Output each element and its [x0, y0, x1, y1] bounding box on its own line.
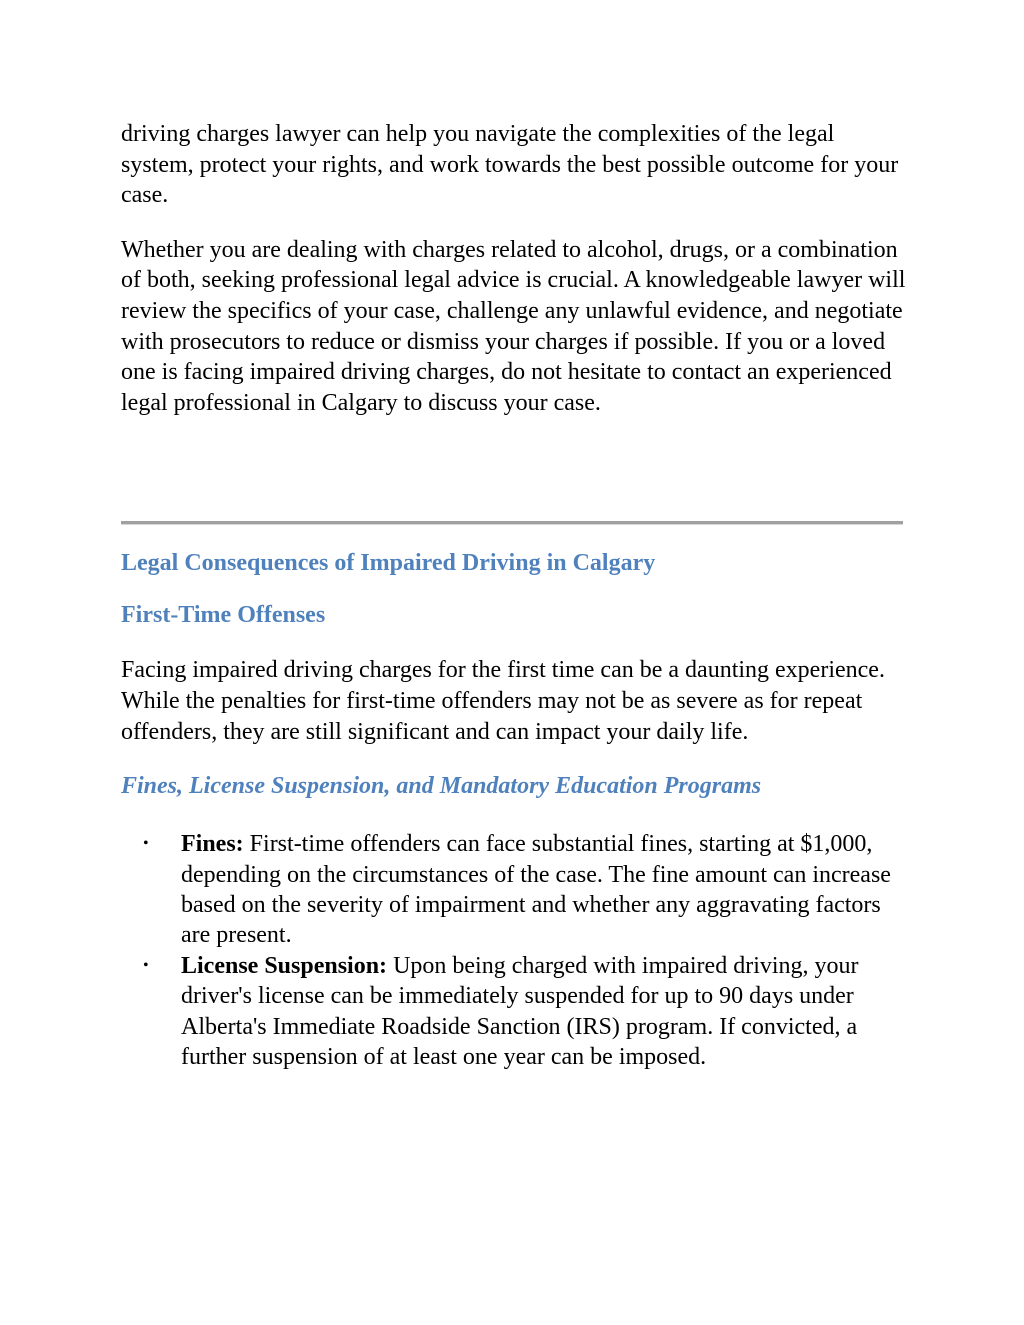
bullet-icon: •: [143, 956, 149, 974]
legal-advice-paragraph: Whether you are dealing with charges related to alcohol, drugs, or a combination of both, seeking professional legal advice is crucial. A knowledgeable lawyer will review the specifics of your case, challenge any unlawful evidence, and negotiate with prosecutors to reduce or dismiss your charges if possible. If you or a loved one is facing impaired driving charges, do not hesitate to contact an experienced legal professional in Calgary to discuss your case.: [121, 236, 906, 416]
document-page: [121, 119, 911, 1072]
list-item-term: License Suspension:: [181, 952, 388, 979]
list-item-text: Upon being charged with impaired driving, your driver's license can be immediately suspended for up to 90 days under Alberta's Immediate Roadside Sanction (IRS) program. If convicted, a further suspension of at least one year can be imposed.: [181, 952, 859, 1070]
intro-continuation-paragraph: driving charges lawyer can help you navigate the complexities of the legal system, protect your rights, and work towards the best possible outcome for your case.: [121, 121, 899, 209]
list-item-text: First-time offenders can face substantial fines, starting at $1,000, depending on the circumstances of the case. The fine amount can increase based on the severity of impairment and whether any aggravating factors are present.: [181, 831, 891, 949]
list-item-license-suspension: [143, 951, 911, 1073]
first-time-offenses-heading: First-Time Offenses: [121, 602, 326, 629]
bullet-icon: •: [143, 835, 149, 853]
penalties-subheading: Fines, License Suspension, and Mandatory Education Programs: [121, 773, 762, 800]
first-time-offenses-paragraph: Facing impaired driving charges for the first time can be a daunting experience. While the penalties for first-time offenders may not be as severe as for repeat offenders, they are still significant and can impact your daily life.: [121, 657, 885, 745]
list-item-term: Fines:: [181, 831, 244, 858]
list-item-fines: [143, 829, 911, 951]
penalties-list: [121, 829, 911, 1072]
horizontal-divider: [121, 521, 903, 525]
section-heading: Legal Consequences of Impaired Driving in Calgary: [121, 550, 656, 577]
